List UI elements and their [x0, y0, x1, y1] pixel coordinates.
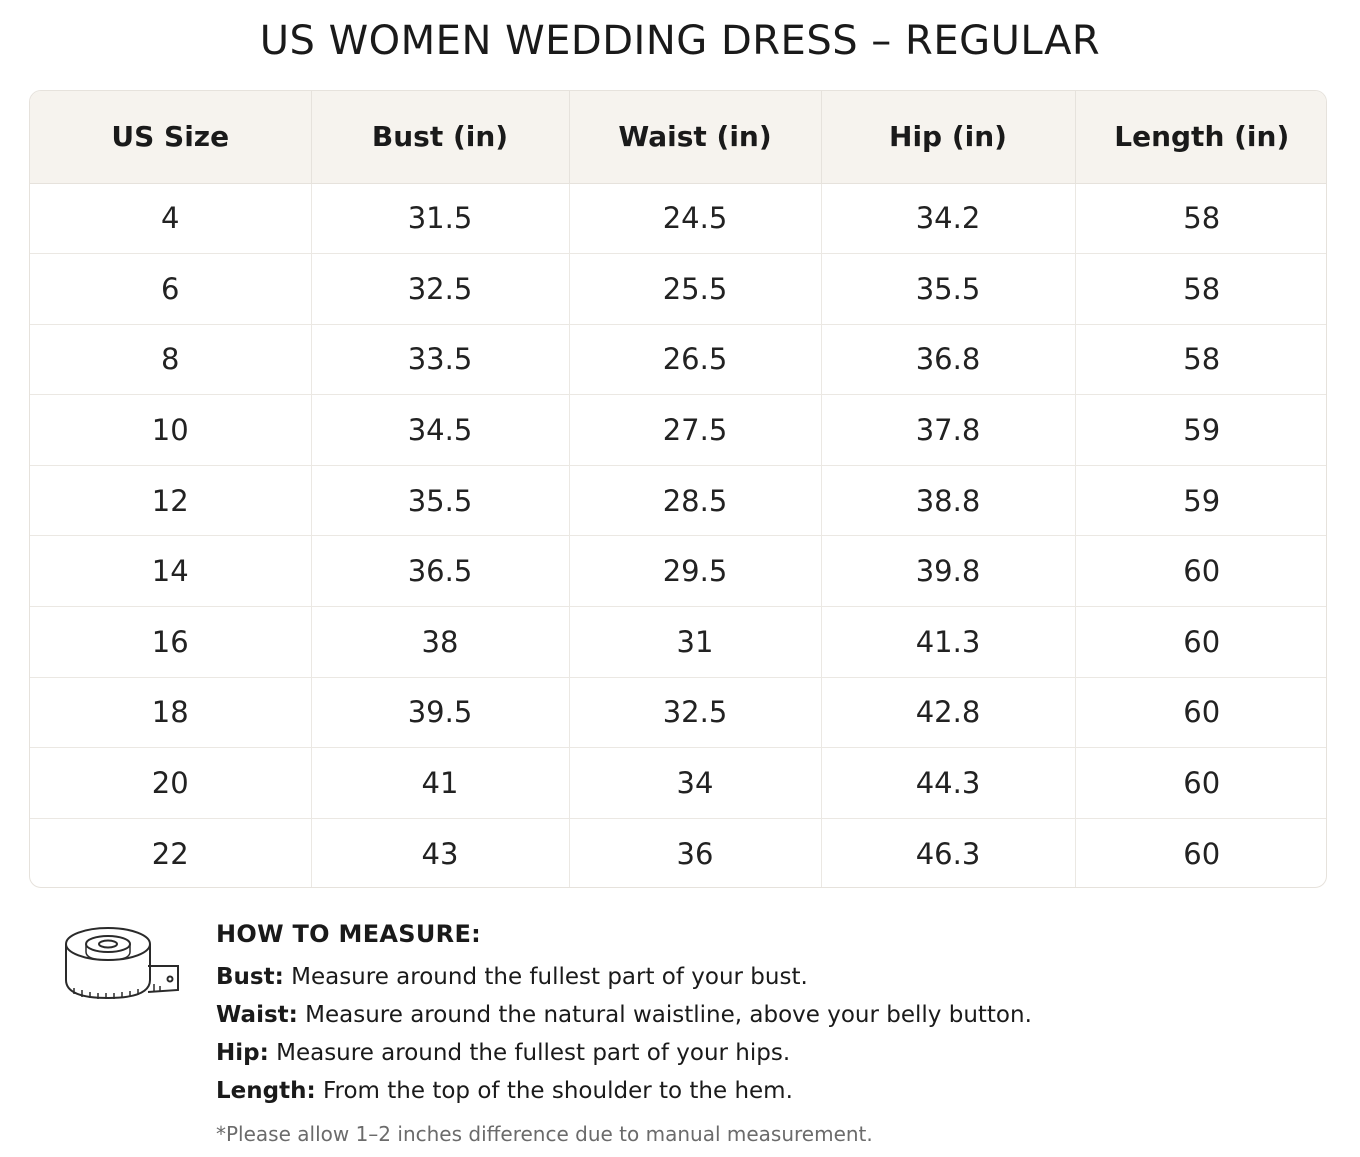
size-chart-table [29, 90, 1327, 888]
table-row [30, 677, 1327, 748]
waist-cell: 26.5 [569, 324, 821, 395]
size-cell: 20 [30, 748, 311, 819]
table-row [30, 748, 1327, 819]
length-cell: 59 [1075, 465, 1327, 536]
hip-cell: 44.3 [821, 748, 1075, 819]
table-row [30, 465, 1327, 536]
table-header-row [30, 91, 1327, 183]
how-to-measure-heading: HOW TO MEASURE: [216, 920, 482, 948]
length-cell: 60 [1075, 677, 1327, 748]
hip-cell: 46.3 [821, 818, 1075, 888]
size-cell: 16 [30, 607, 311, 678]
measure-item-label: Hip: [216, 1040, 269, 1066]
header-hip: Hip (in) [821, 91, 1075, 183]
bust-cell: 31.5 [311, 183, 569, 254]
measure-item-waist [216, 996, 1316, 1034]
hip-cell: 36.8 [821, 324, 1075, 395]
waist-cell: 34 [569, 748, 821, 819]
length-cell: 59 [1075, 395, 1327, 466]
measure-item-text: Measure around the fullest part of your bust. [283, 964, 808, 990]
table-row [30, 183, 1327, 254]
length-cell: 58 [1075, 183, 1327, 254]
measuring-tape-icon [60, 922, 184, 1004]
hip-cell: 35.5 [821, 254, 1075, 325]
bust-cell: 36.5 [311, 536, 569, 607]
measure-item-text: Measure around the natural waistline, above your belly button. [297, 1002, 1032, 1028]
bust-cell: 32.5 [311, 254, 569, 325]
length-cell: 60 [1183, 836, 1221, 871]
hip-cell: 42.8 [821, 677, 1075, 748]
size-cell: 10 [30, 395, 311, 466]
table-row [30, 607, 1327, 678]
measure-item-label: Bust: [216, 964, 284, 990]
length-cell: 60 [1075, 536, 1327, 607]
table-row [30, 818, 1327, 888]
waist-cell: 32.5 [569, 677, 821, 748]
size-cell: 6 [30, 254, 311, 325]
measure-item-text: Measure around the fullest part of your hips. [268, 1040, 791, 1066]
measure-item-label: Waist: [216, 1002, 298, 1028]
waist-cell: 31 [569, 607, 821, 678]
measure-item-text: From the top of the shoulder to the hem. [315, 1078, 793, 1104]
bust-cell: 35.5 [311, 465, 569, 536]
hip-cell: 39.8 [821, 536, 1075, 607]
waist-cell: 28.5 [569, 465, 821, 536]
length-cell: 58 [1075, 324, 1327, 395]
bust-cell: 34.5 [311, 395, 569, 466]
size-cell: 12 [30, 465, 311, 536]
header-bust: Bust (in) [311, 91, 569, 183]
table-row [30, 254, 1327, 325]
size-cell: 8 [30, 324, 311, 395]
length-cell: 60 [1075, 607, 1327, 678]
size-cell: 4 [30, 183, 311, 254]
measure-item-length [216, 1072, 1316, 1110]
bust-cell: 38 [311, 607, 569, 678]
bust-cell: 41 [311, 748, 569, 819]
page-title: US WOMEN WEDDING DRESS – REGULAR [259, 18, 1101, 64]
length-cell: 60 [1075, 748, 1327, 819]
measure-item-bust [216, 958, 1316, 996]
length-cell: 58 [1075, 254, 1327, 325]
bust-cell: 39.5 [311, 677, 569, 748]
bust-cell: 33.5 [311, 324, 569, 395]
header-waist: Waist (in) [569, 91, 821, 183]
size-cell: 14 [30, 536, 311, 607]
waist-cell: 25.5 [569, 254, 821, 325]
hip-cell: 38.8 [821, 465, 1075, 536]
header-length: Length (in) [1075, 91, 1327, 183]
hip-cell: 37.8 [821, 395, 1075, 466]
measurement-note: *Please allow 1–2 inches difference due to manual measurement. [216, 1122, 873, 1146]
measure-item-label: Length: [216, 1078, 316, 1104]
how-to-measure-section [216, 920, 1316, 1110]
waist-cell: 27.5 [569, 395, 821, 466]
waist-cell: 24.5 [569, 183, 821, 254]
hip-cell: 34.2 [821, 183, 1075, 254]
table-row [30, 324, 1327, 395]
size-cell: 18 [30, 677, 311, 748]
table-row [30, 536, 1327, 607]
waist-cell: 36 [569, 818, 821, 888]
waist-cell: 29.5 [569, 536, 821, 607]
header-us-size: US Size [30, 91, 311, 183]
measure-item-hip [216, 1034, 1316, 1072]
table-row [30, 395, 1327, 466]
size-cell: 22 [30, 818, 311, 888]
hip-cell: 41.3 [821, 607, 1075, 678]
bust-cell: 43 [311, 818, 569, 888]
